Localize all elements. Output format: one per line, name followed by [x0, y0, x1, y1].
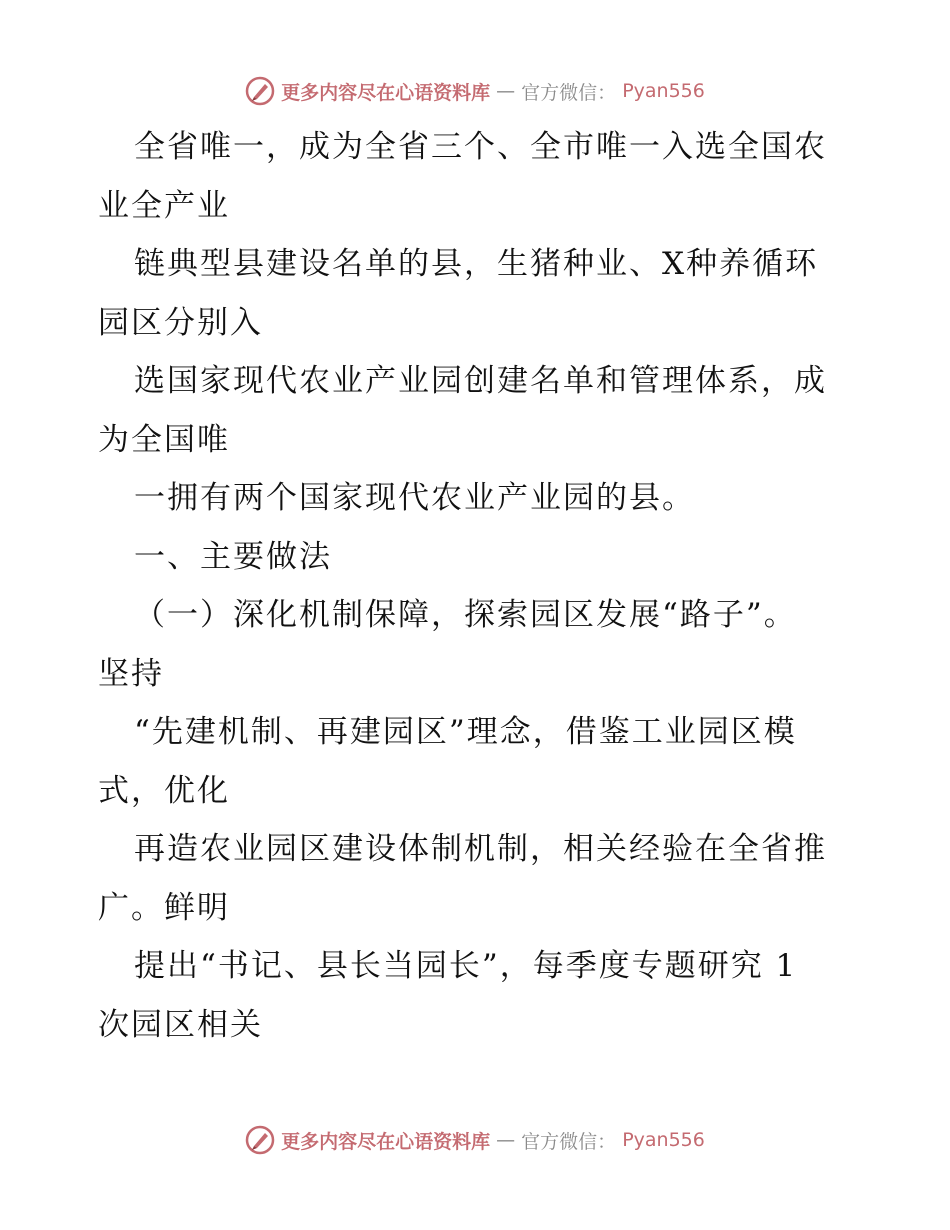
text-line: 为全国唯 — [98, 421, 230, 458]
watermark-contact-label: 官方微信： — [521, 1130, 617, 1153]
watermark-title: 更多内容尽在心语资料库 — [281, 1130, 491, 1153]
text-line: 次园区相关 — [98, 1006, 263, 1043]
text-line: 广。鲜明 — [98, 889, 230, 926]
watermark-title: 更多内容尽在心语资料库 — [281, 81, 491, 104]
text-line: 一、主要做法 — [134, 538, 332, 575]
pen-logo-icon — [245, 1125, 275, 1155]
text-line: 链典型县建设名单的县，生猪种业、X种养循环 — [134, 246, 819, 282]
document-body — [98, 118, 858, 1054]
text-line: 再造农业园区建设体制机制，相关经验在全省推 — [134, 831, 827, 867]
footer-watermark — [0, 1120, 950, 1160]
text-line: 式，优化 — [98, 772, 230, 809]
text-line: 提出“书记、县长当园长”，每季度专题研究 1 — [134, 948, 798, 984]
watermark-separator: — — [496, 80, 516, 102]
text-line: 坚持 — [98, 655, 164, 692]
text-line: 业全产业 — [98, 187, 230, 224]
text-line: “先建机制、再建园区”理念，借鉴工业园区模 — [134, 714, 797, 750]
header-watermark — [0, 71, 950, 111]
text-line: （一）深化机制保障，探索园区发展“路子”。 — [134, 597, 797, 633]
watermark-contact-label: 官方微信： — [521, 81, 617, 104]
text-line: 全省唯一，成为全省三个、全市唯一入选全国农 — [134, 129, 827, 165]
text-line: 一拥有两个国家现代农业产业园的县。 — [134, 480, 695, 516]
text-line: 选国家现代农业产业园创建名单和管理体系，成 — [134, 363, 827, 399]
watermark-contact-handle: Pyan556 — [622, 1129, 705, 1151]
pen-logo-icon — [245, 76, 275, 106]
watermark-separator: — — [496, 1129, 516, 1151]
watermark-contact-handle: Pyan556 — [622, 80, 705, 102]
text-line: 园区分别入 — [98, 304, 263, 341]
